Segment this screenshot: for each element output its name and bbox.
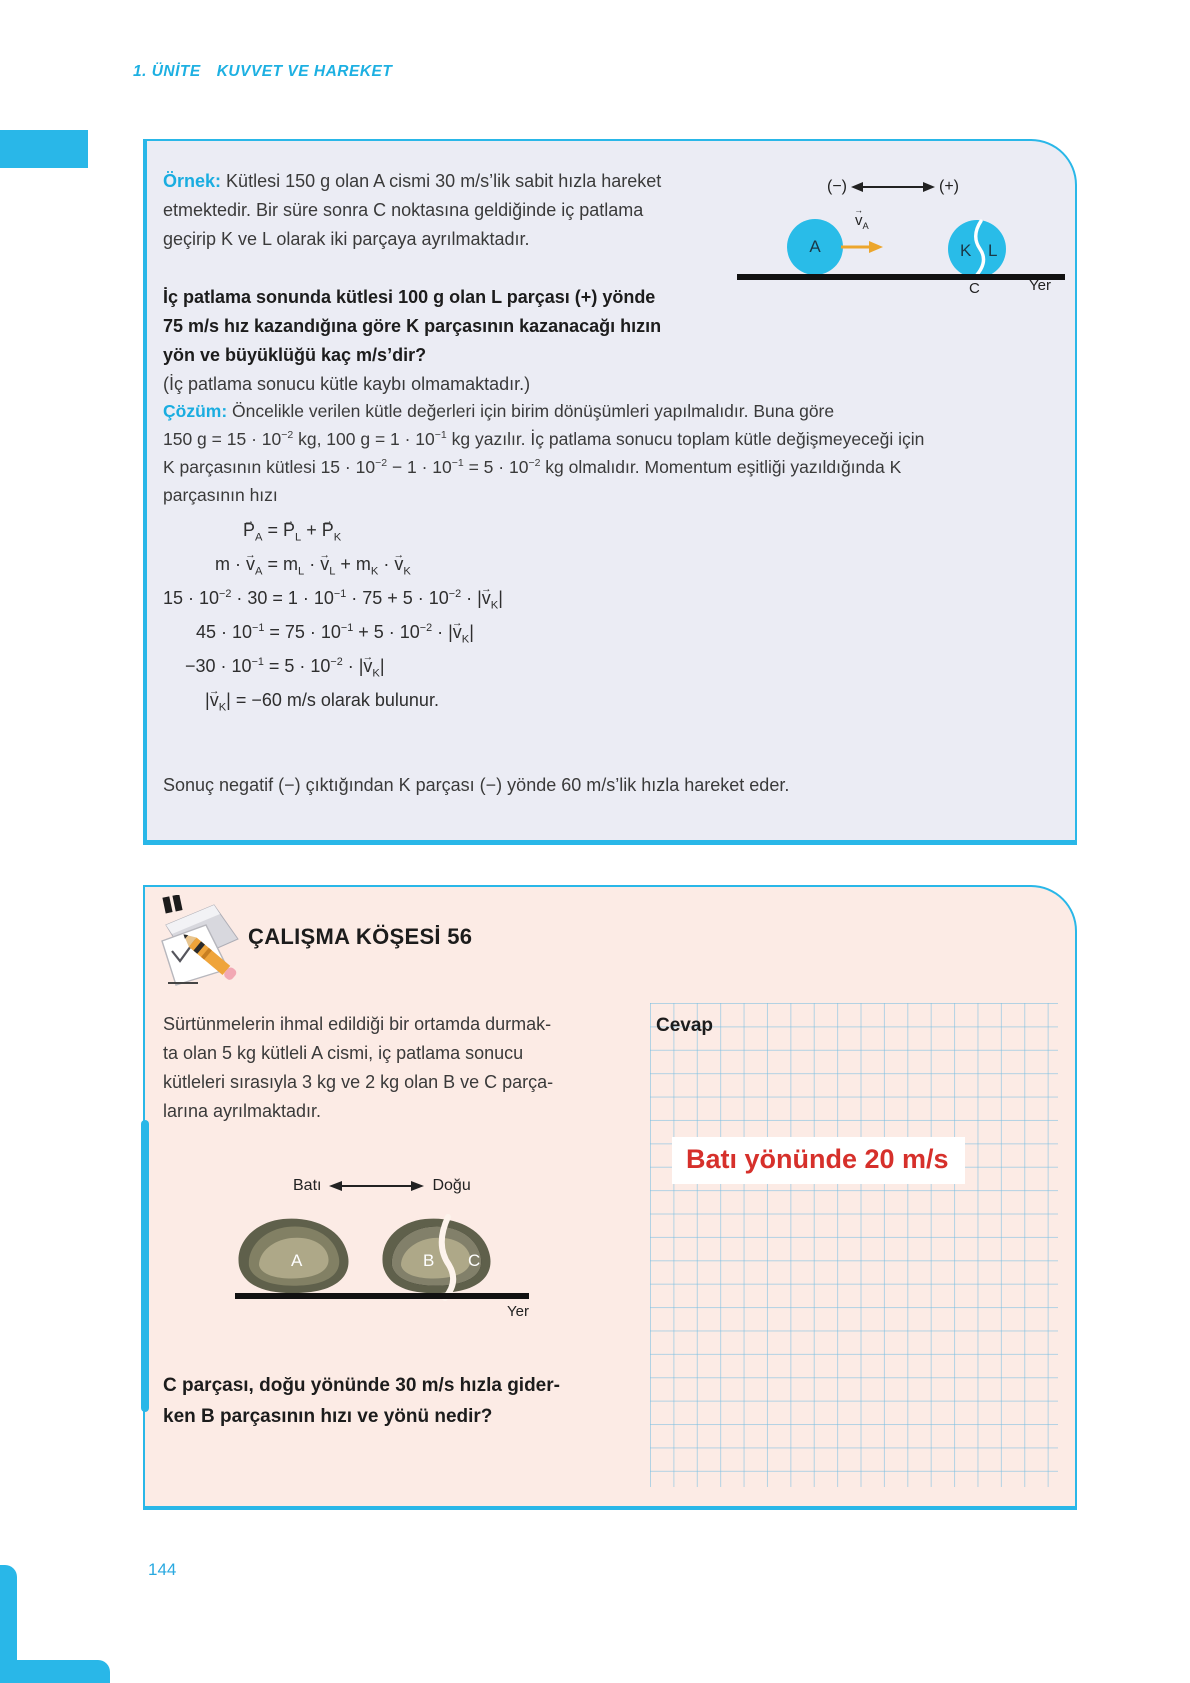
ground-label: Yer (1029, 277, 1051, 294)
workbox-left-accent (141, 1120, 149, 1412)
piece-l-label: L (988, 241, 998, 260)
example-question-note: (İç patlama sonucu kütle kaybı olmamaktadır.) (163, 374, 531, 394)
negative-sign-label: (−) (827, 178, 847, 195)
example-intro (163, 167, 738, 254)
double-arrow-icon (329, 1179, 424, 1193)
notebook-pencil-icon (158, 895, 244, 995)
solution-label: Çözüm: (163, 401, 228, 421)
equation-line: → $P_A$ = → $P_L$ + → $P_K$ (243, 513, 503, 547)
equation-block (163, 513, 503, 717)
example-question (163, 283, 743, 399)
solution-paragraph (163, 397, 1068, 509)
page-header (133, 63, 392, 81)
equation-line: $45 \cdot 10^{-1} = 75 \cdot 10^{-1} + 5 \cdot 10^{-2}$ · |→ $v_K|$ (196, 615, 503, 649)
object-a-label: A (809, 237, 821, 256)
unit-label: 1. ÜNİTE (133, 63, 201, 80)
left-accent-bar (0, 130, 88, 168)
workbox-question: C parçası, doğu yönünde 30 m/s hızla gider- ken B parçasının hızı ve yönü nedir? (163, 1375, 560, 1427)
west-label: Batı (293, 1177, 322, 1194)
rocks-diagram (225, 1210, 535, 1305)
ground-line (737, 274, 1065, 280)
object-a-circle (787, 219, 843, 275)
pieces-kl-circle (947, 218, 1007, 280)
answer-label: Cevap (656, 1015, 714, 1036)
velocity-arrow-icon (841, 240, 883, 254)
rock-a-label: A (291, 1251, 303, 1270)
workbox-title: ÇALIŞMA KÖŞESİ 56 (248, 924, 473, 949)
sign-axis (827, 178, 959, 196)
rock-c-label: C (468, 1251, 481, 1270)
workbox-problem: Sürtünmelerin ihmal edildiği bir ortamda durmak- ta olan 5 kg kütleli A cismi, iç patlama sonucu kütleleri sırasıyla 3 kg ve 2 kg olan B ve C parça- larına ayrılmaktadır. (163, 1014, 554, 1121)
unit-title: KUVVET VE HAREKET (216, 63, 393, 80)
east-label: Doğu (432, 1177, 471, 1194)
equation-line: $15 \cdot 10^{-2} \cdot 30 = 1 \cdot 10^{-1} \cdot 75 + 5 \cdot 10^{-2}$ · |→ $v_K|$ (163, 581, 503, 615)
rock-b-label: B (423, 1251, 435, 1270)
example-conclusion: Sonuç negatif (−) çıktığından K parçası (−) yönde 60 m/s’lik hızla hareket eder. (163, 775, 790, 795)
velocity-label: → $v_A$ (855, 212, 869, 229)
page-number: 144 (148, 1560, 177, 1579)
equation-line: $-30 \cdot 10^{-1} = 5 \cdot 10^{-2}$ · |→ $v_K|$ (185, 649, 503, 683)
example-box (143, 139, 1077, 845)
double-arrow-icon (851, 180, 935, 194)
positive-sign-label: (+) (939, 178, 959, 195)
piece-k-label: K (960, 241, 972, 260)
west-east-axis (293, 1177, 471, 1195)
example-label: Örnek: (163, 171, 222, 191)
bottom-left-bar-horizontal (0, 1660, 110, 1683)
work-corner-box (143, 885, 1077, 1510)
equation-line: m · → $v_A = m_L$ · → $v_L + m_K$ · → $v_K$ (215, 547, 503, 581)
answer-highlight (672, 1137, 965, 1184)
ground-label: Yer (507, 1303, 529, 1320)
example-question-text: İç patlama sonunda kütlesi 100 g olan L parçası (+) yönde 75 m/s hız kazandığına göre K parçasının kazanacağı hızın yön ve büyüklüğü kaç m/s’dir? (163, 287, 662, 365)
answer-text: Batı yönünde 20 m/s (686, 1144, 949, 1174)
equation-line: |→ $v_K| = -60$ m/s olarak bulunur. (205, 683, 503, 717)
example-intro-text: Kütlesi 150 g olan A cismi 30 m/s’lik sabit hızla hareket etmektedir. Bir süre sonra C noktasına geldiğinde iç patlama geçirip K ve L olarak iki parçaya ayrılmaktadır. (163, 171, 662, 249)
answer-grid-area (650, 1003, 1058, 1487)
example-diagram (727, 166, 1072, 321)
ground-line (235, 1293, 529, 1299)
point-c-label: C (969, 280, 980, 297)
solution-text: Öncelikle verilen kütle değerleri için birim dönüşümleri yapılmalıdır. Buna göre 150 $g = 15 \cdot 10^{-2}$ kg, 100 $g = 1 \cdot 10^{-1}$ kg yazılır. İç patlama sonucu toplam kütle değişmeyeceği için K parçasının kütlesi $15 \cdot 10^{-2} - 1 \cdot 10^{-1} = 5 \cdot 10^{-2}$ kg olmalıdır. Momentum eşitliği yazıldığında K parçasının hızı (163, 401, 925, 505)
